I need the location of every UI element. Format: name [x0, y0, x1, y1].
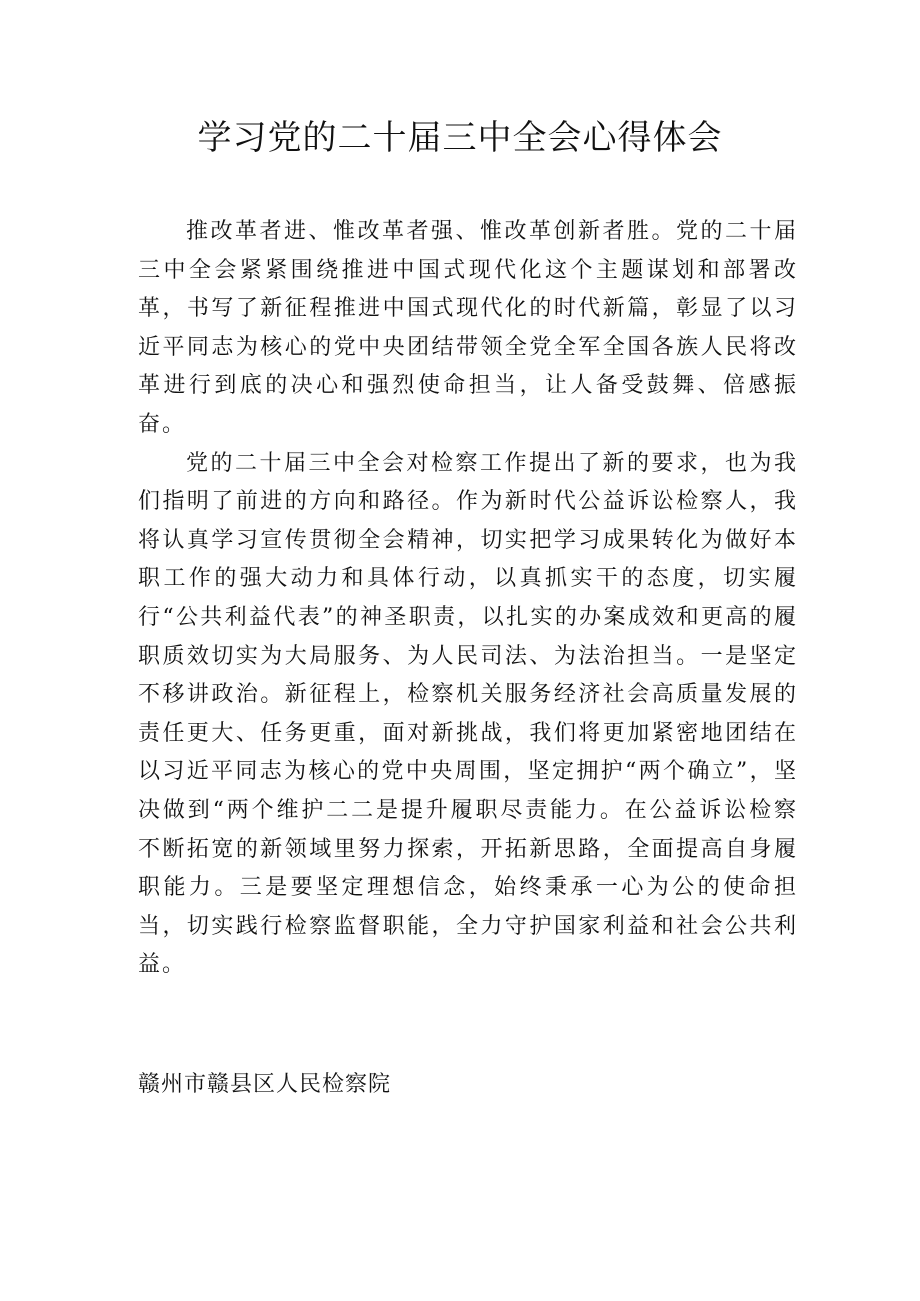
- paragraph-1: 推改革者进、惟改革者强、惟改革创新者胜。党的二十届三中全会紧紧围绕推进中国式现代化这个主题谋划和部署改革，书写了新征程推进中国式现代化的时代新篇，彰显了以习近平同志为核心的党中央团结带领全党全军全国各族人民将改革进行到底的决心和强烈使命担当，让人备受鼓舞、倍感振奋。: [138, 219, 798, 437]
- document-body: [138, 213, 798, 985]
- paragraph-2: 党的二十届三中全会对检察工作提出了新的要求，也为我们指明了前进的方向和路径。作为新时代公益诉讼检察人，我将认真学习宣传贯彻全会精神，切实把学习成果转化为做好本职工作的强大动力和具体行动，以真抓实干的态度，切实履行“公共利益代表”的神圣职责，以扎实的办案成效和更高的履职质效切实为大局服务、为人民司法、为法治担当。一是坚定不移讲政治。新征程上，检察机关服务经济社会高质量发展的责任更大、任务更重，面对新挑战，我们将更加紧密地团结在以习近平同志为核心的党中央周围，坚定拥护“两个确立”，坚决做到“两个维护二二是提升履职尽责能力。在公益诉讼检察不断拓宽的新领域里努力探索，开拓新思路，全面提高自身履职能力。三是要坚定理想信念，始终秉承一心为公的使命担当，切实践行检察监督职能，全力守护国家利益和社会公共利益。: [138, 450, 798, 978]
- signature: 赣州市赣县区人民检察院: [138, 1072, 392, 1097]
- document-title: 学习党的二十届三中全会心得体会: [197, 118, 723, 158]
